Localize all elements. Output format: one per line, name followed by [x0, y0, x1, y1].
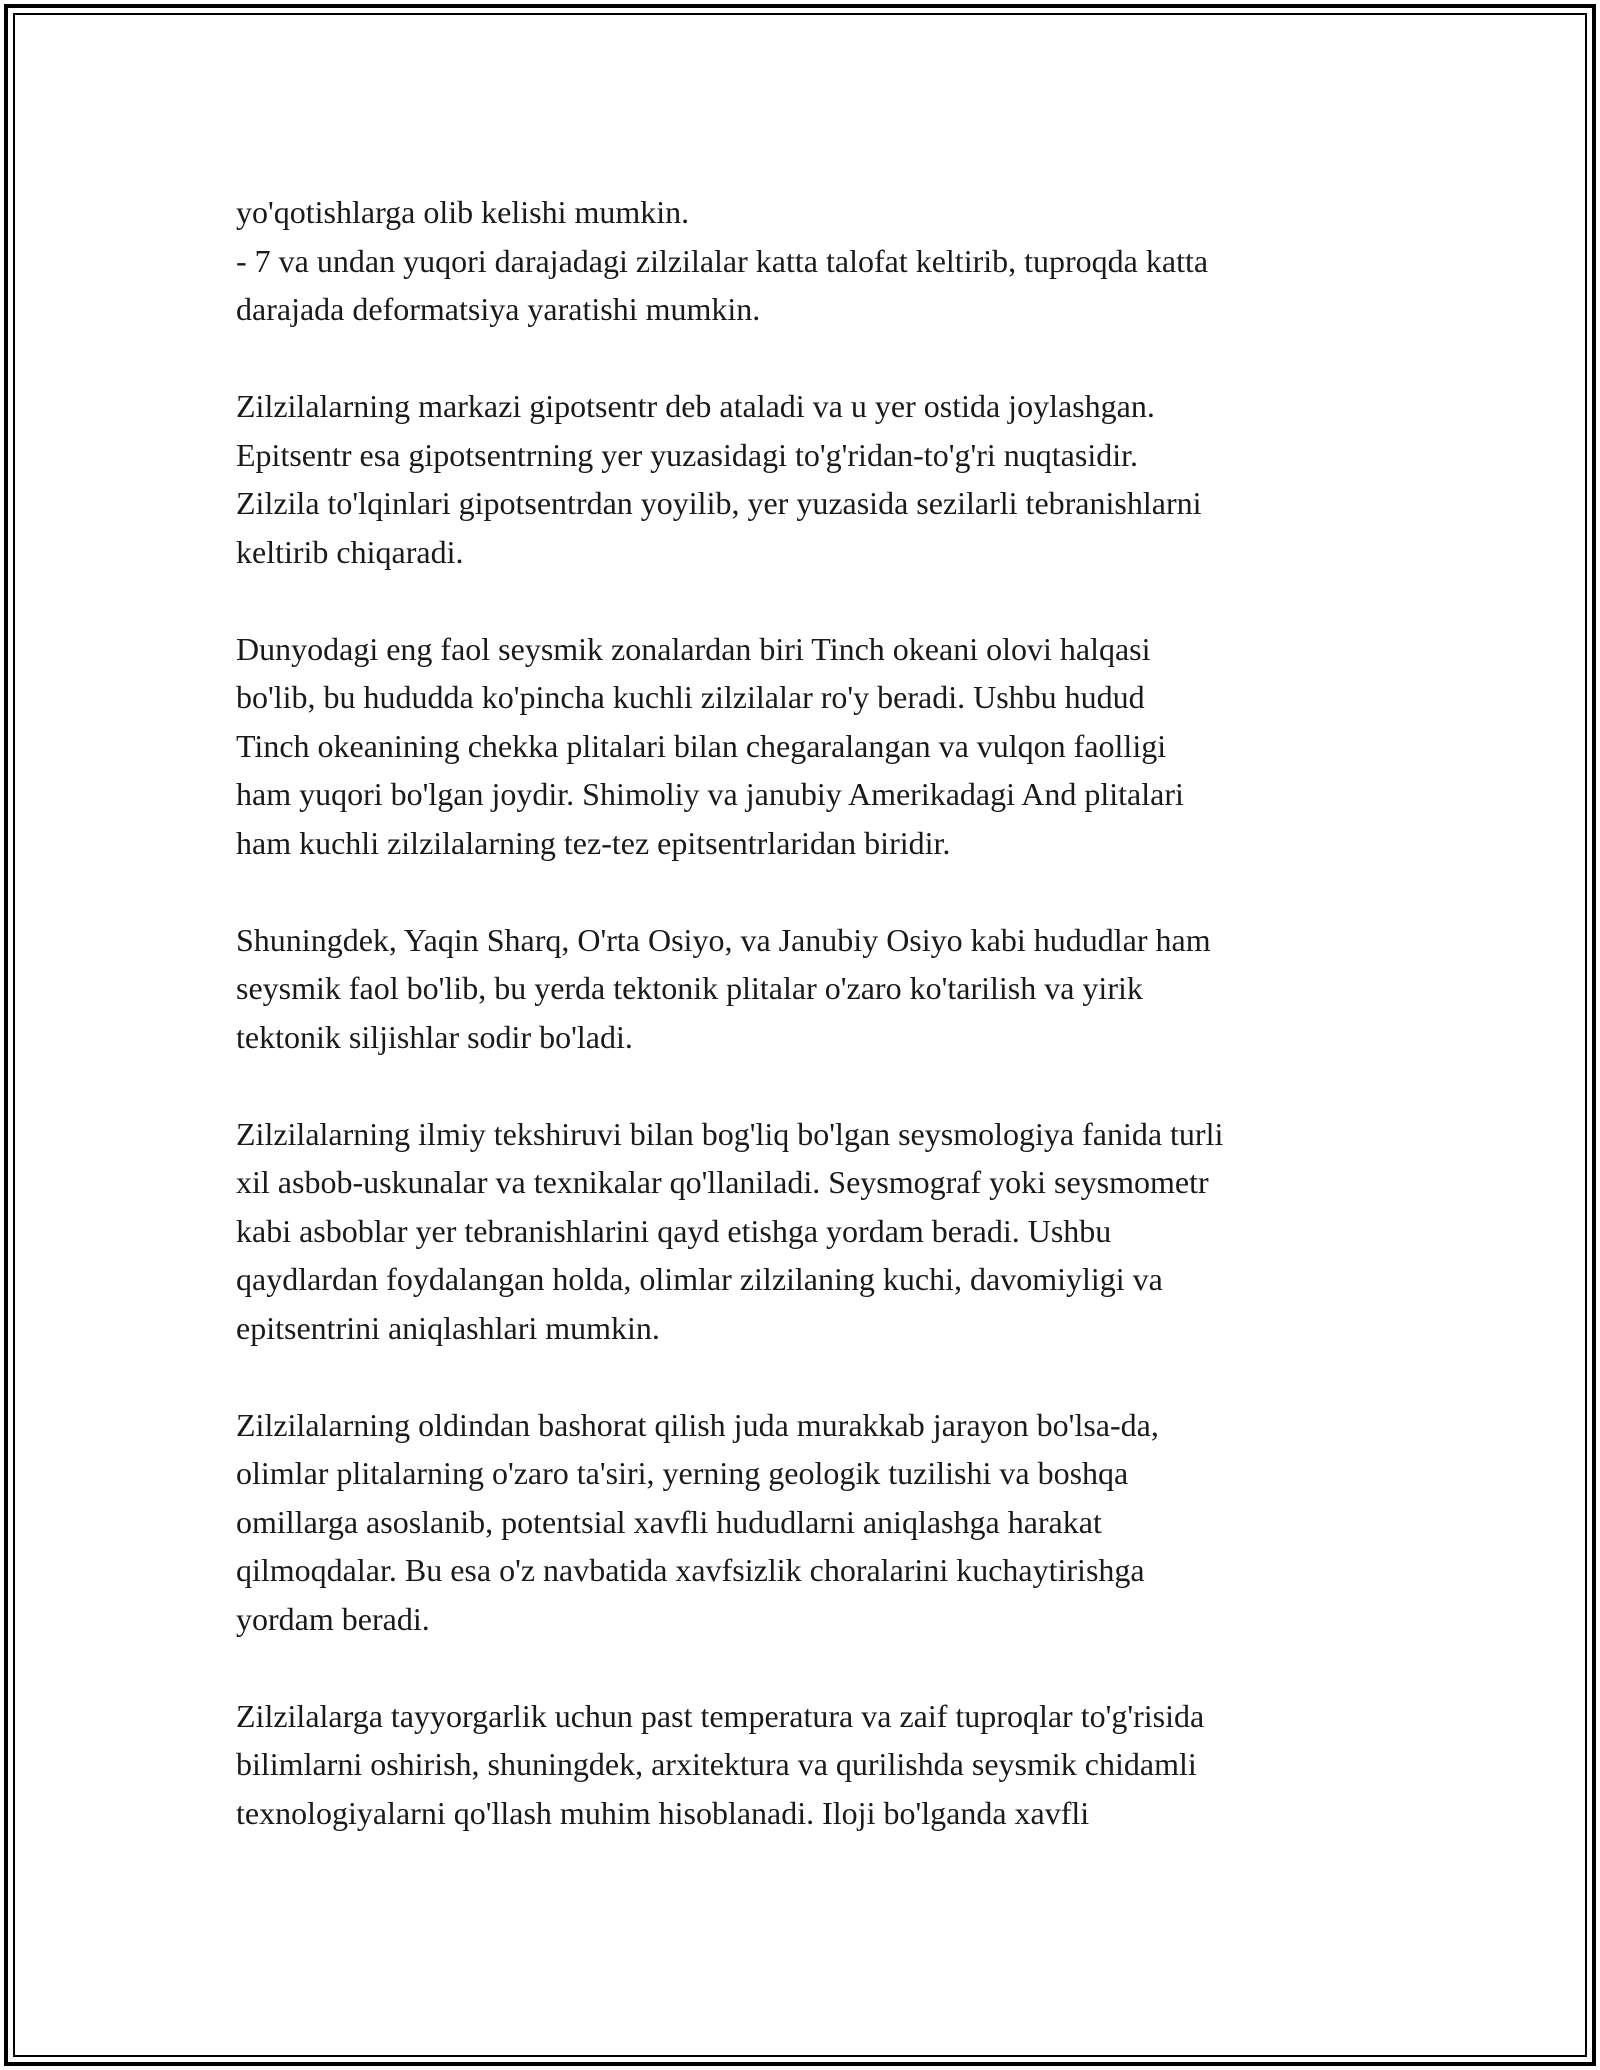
paragraph — [236, 625, 1406, 868]
text-line: epitsentrini aniqlashlari mumkin. — [236, 1309, 660, 1346]
text-line: darajada deformatsiya yaratishi mumkin. — [236, 291, 761, 327]
document-body — [236, 188, 1406, 1837]
text-line: Dunyodagi eng faol seysmik zonalardan biri Tinch okeani olovi halqasi — [236, 630, 1151, 667]
paragraph — [236, 188, 1406, 334]
text-line: yordam beradi. — [236, 1600, 430, 1637]
text-line: texnologiyalarni qo'llash muhim hisoblanadi. Iloji bo'lganda xavfli — [236, 1794, 1090, 1831]
text-line: qilmoqdalar. Bu esa o'z navbatida xavfsizlik choralarini kuchaytirishga — [236, 1552, 1145, 1588]
text-line: qaydlardan foydalangan holda, olimlar zilzilaning kuchi, davomiyligi va — [236, 1261, 1163, 1297]
text-line: kabi asboblar yer tebranishlarini qayd etishga yordam beradi. Ushbu — [236, 1212, 1112, 1249]
paragraph — [236, 916, 1406, 1062]
text-line: ham yuqori bo'lgan joydir. Shimoliy va janubiy Amerikadagi And plitalari — [236, 776, 1184, 812]
text-line: tektonik siljishlar sodir bo'ladi. — [236, 1018, 633, 1055]
text-line: Zilzilalarga tayyorgarlik uchun past temperatura va zaif tuproqlar to'g'risida — [236, 1697, 1205, 1734]
text-line: bilimlarni oshirish, shuningdek, arxitektura va qurilishda seysmik chidamli — [236, 1746, 1197, 1782]
text-line: Zilzilalarning ilmiy tekshiruvi bilan bog'liq bo'lgan seysmologiya fanida turli — [236, 1115, 1224, 1152]
text-line: bo'lib, bu hududda ko'pincha kuchli zilzilalar ro'y beradi. Ushbu hudud — [236, 679, 1145, 715]
text-line: xil asbob-uskunalar va texnikalar qo'llaniladi. Seysmograf yoki seysmometr — [236, 1164, 1209, 1200]
text-line: keltirib chiqaradi. — [236, 533, 464, 570]
text-line: omillarga asoslanib, potentsial xavfli hududlarni aniqlashga harakat — [236, 1503, 1102, 1540]
paragraph — [236, 1110, 1406, 1353]
text-line: seysmik faol bo'lib, bu yerda tektonik plitalar o'zaro ko'tarilish va yirik — [236, 970, 1143, 1006]
paragraph — [236, 382, 1406, 576]
text-line: Tinch okeanining chekka plitalari bilan chegaralangan va vulqon faolligi — [236, 727, 1167, 764]
text-line: Shuningdek, Yaqin Sharq, O'rta Osiyo, va Janubiy Osiyo kabi hududlar ham — [236, 921, 1211, 958]
paragraph — [236, 1401, 1406, 1644]
text-line: - 7 va undan yuqori darajadagi zilzilalar katta talofat keltirib, tuproqda katta — [236, 242, 1209, 279]
paragraph — [236, 1692, 1406, 1838]
text-line: ham kuchli zilzilalarning tez-tez epitsentrlaridan biridir. — [236, 824, 951, 861]
text-line: Zilzila to'lqinlari gipotsentrdan yoyilib, yer yuzasida sezilarli tebranishlarni — [236, 485, 1202, 521]
text-line: yo'qotishlarga olib kelishi mumkin. — [236, 194, 690, 230]
text-line: Zilzilalarning markazi gipotsentr deb ataladi va u yer ostida joylashgan. — [236, 388, 1155, 424]
text-line: Epitsentr esa gipotsentrning yer yuzasidagi to'g'ridan-to'g'ri nuqtasidir. — [236, 436, 1138, 473]
text-line: Zilzilalarning oldindan bashorat qilish juda murakkab jarayon bo'lsa-da, — [236, 1406, 1159, 1443]
text-line: olimlar plitalarning o'zaro ta'siri, yerning geologik tuzilishi va boshqa — [236, 1455, 1129, 1491]
